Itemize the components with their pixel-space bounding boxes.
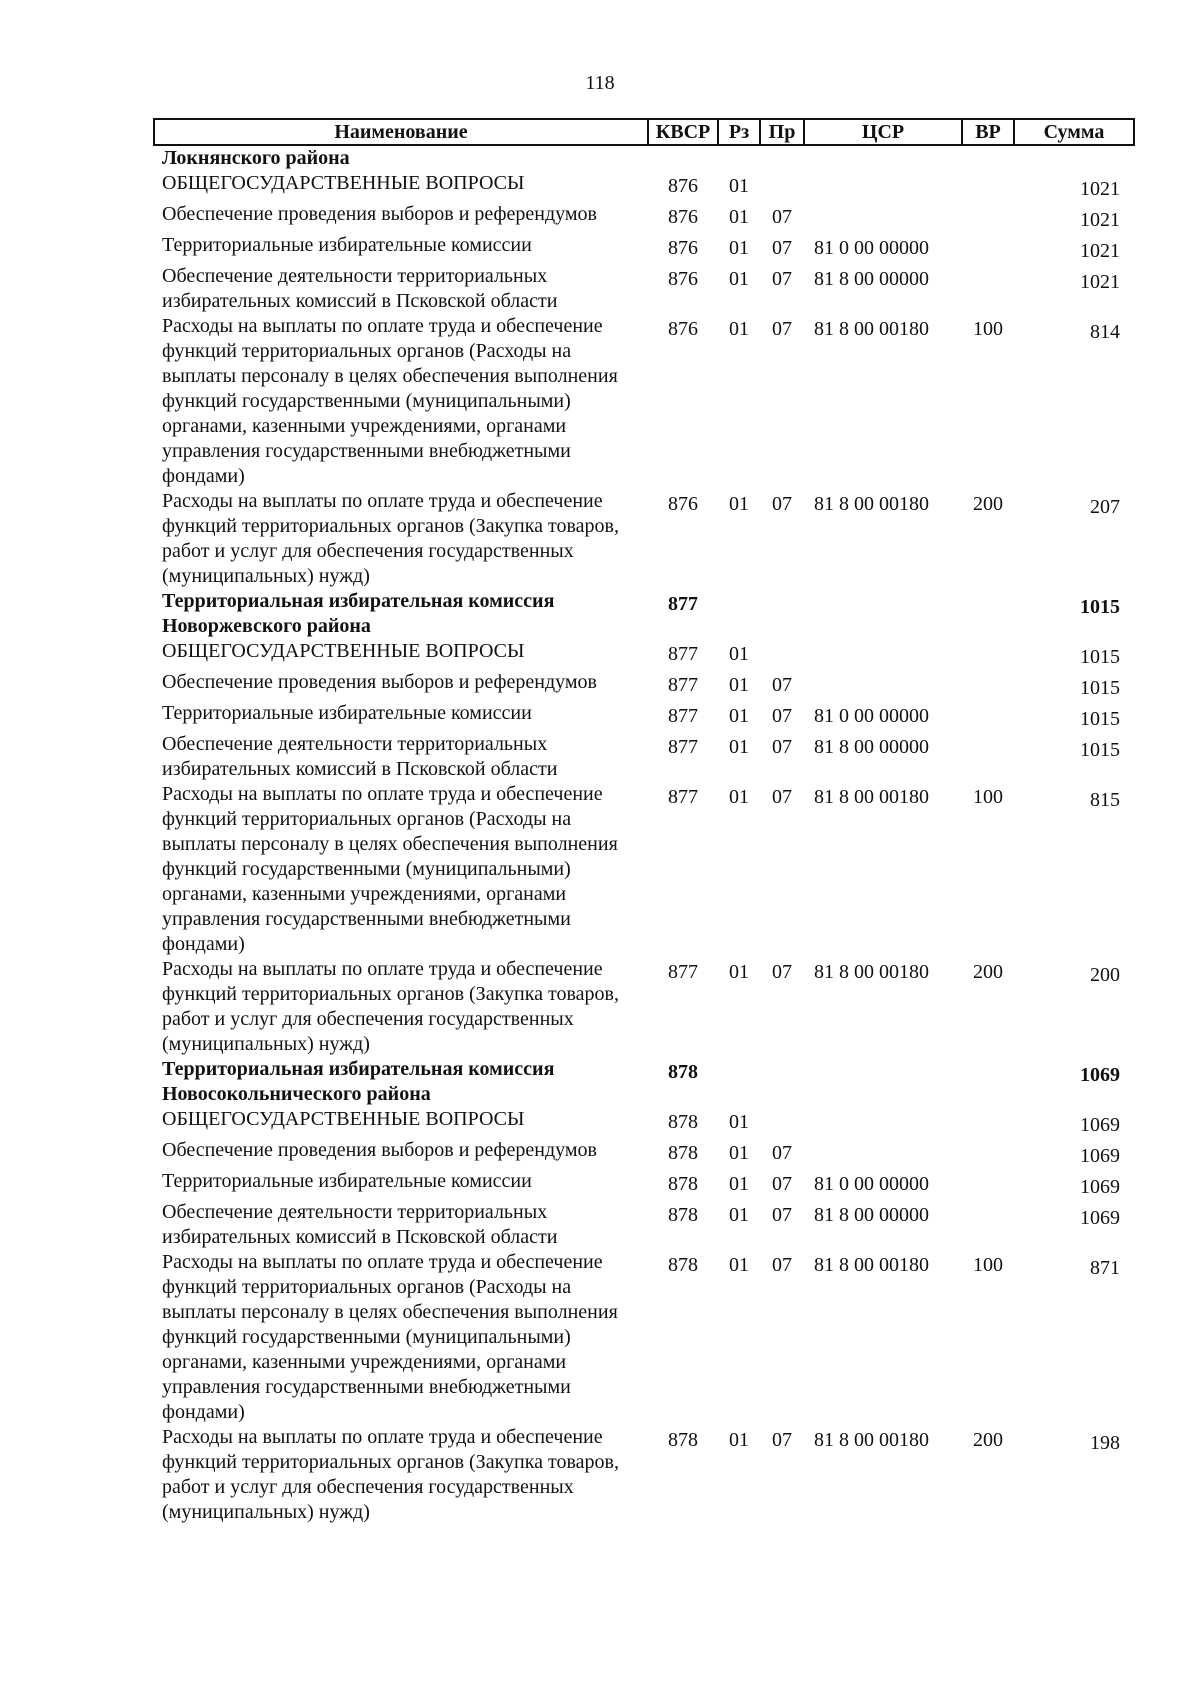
cell-vr bbox=[962, 1138, 1014, 1169]
cell-vr bbox=[962, 264, 1014, 314]
cell-rz: 01 bbox=[729, 786, 749, 808]
table-row bbox=[154, 1169, 1134, 1200]
cell-name: Обеспечение проведения выборов и референдумов bbox=[162, 1139, 597, 1161]
cell-sum: 815 bbox=[1090, 789, 1120, 811]
cell-csr: 81 8 00 00180 bbox=[814, 1254, 929, 1276]
cell-pr: 07 bbox=[772, 318, 792, 340]
cell-pr: 07 bbox=[772, 1173, 792, 1195]
cell-vr bbox=[962, 1200, 1014, 1250]
cell-pr: 07 bbox=[772, 493, 792, 515]
table-row bbox=[154, 732, 1134, 782]
cell-name: Обеспечение деятельности территориальных избирательных комиссий в Псковской области bbox=[162, 733, 558, 780]
cell-rz: 01 bbox=[729, 175, 749, 197]
cell-sum: 1021 bbox=[1080, 240, 1120, 262]
table-row bbox=[154, 670, 1134, 701]
cell-vr bbox=[962, 171, 1014, 202]
cell-csr bbox=[804, 145, 962, 171]
cell-rz: 01 bbox=[729, 1111, 749, 1133]
column-header-pr: Пр bbox=[760, 119, 804, 145]
cell-rz: 01 bbox=[729, 1173, 749, 1195]
page-number: 118 bbox=[585, 72, 615, 94]
table-row bbox=[154, 589, 1134, 639]
cell-sum: 1069 bbox=[1080, 1176, 1120, 1198]
cell-csr: 81 8 00 00000 bbox=[814, 736, 929, 758]
cell-sum: 1015 bbox=[1080, 596, 1120, 618]
cell-csr bbox=[804, 639, 962, 670]
cell-kvsr: 878 bbox=[668, 1204, 698, 1226]
cell-csr: 81 0 00 00000 bbox=[814, 1173, 929, 1195]
cell-rz: 01 bbox=[729, 961, 749, 983]
cell-name: Расходы на выплаты по оплате труда и обеспечение функций территориальных органов (Закупка товаров, работ и услуг для обеспечения государственных (муниципальных) нужд) bbox=[162, 490, 619, 587]
cell-vr bbox=[962, 701, 1014, 732]
table-row bbox=[154, 1200, 1134, 1250]
cell-name: Расходы на выплаты по оплате труда и обеспечение функций территориальных органов (Закупка товаров, работ и услуг для обеспечения государственных (муниципальных) нужд) bbox=[162, 958, 619, 1055]
cell-kvsr: 877 bbox=[668, 643, 698, 665]
cell-pr: 07 bbox=[772, 674, 792, 696]
cell-rz bbox=[718, 145, 760, 171]
table-row bbox=[154, 233, 1134, 264]
cell-name: Расходы на выплаты по оплате труда и обеспечение функций территориальных органов (Расходы на выплаты персоналу в целях обеспечения выполнения функций государственными (муниципальными) органами, казенными учреждениями, органами управления государственными внебюджетными фондами) bbox=[162, 1251, 618, 1423]
cell-csr bbox=[804, 589, 962, 639]
cell-kvsr: 878 bbox=[668, 1111, 698, 1133]
cell-name: Обеспечение проведения выборов и референдумов bbox=[162, 203, 597, 225]
cell-kvsr: 878 bbox=[668, 1429, 698, 1451]
cell-kvsr: 877 bbox=[668, 736, 698, 758]
cell-sum: 814 bbox=[1090, 321, 1120, 343]
cell-pr: 07 bbox=[772, 786, 792, 808]
cell-kvsr: 876 bbox=[668, 268, 698, 290]
cell-kvsr: 877 bbox=[668, 786, 698, 808]
cell-pr: 07 bbox=[772, 736, 792, 758]
cell-kvsr: 878 bbox=[668, 1254, 698, 1276]
cell-name: Обеспечение деятельности территориальных избирательных комиссий в Псковской области bbox=[162, 1201, 558, 1248]
cell-rz: 01 bbox=[729, 1254, 749, 1276]
cell-pr: 07 bbox=[772, 1254, 792, 1276]
cell-vr bbox=[962, 202, 1014, 233]
cell-pr: 07 bbox=[772, 1429, 792, 1451]
table-row bbox=[154, 1138, 1134, 1169]
cell-kvsr: 876 bbox=[668, 175, 698, 197]
cell-rz: 01 bbox=[729, 1142, 749, 1164]
cell-vr bbox=[962, 1057, 1014, 1107]
cell-pr: 07 bbox=[772, 268, 792, 290]
cell-kvsr: 877 bbox=[668, 961, 698, 983]
cell-name: Территориальные избирательные комиссии bbox=[162, 702, 532, 724]
table-row bbox=[154, 145, 1134, 171]
cell-kvsr: 878 bbox=[668, 1173, 698, 1195]
cell-sum: 1069 bbox=[1080, 1114, 1120, 1136]
cell-rz: 01 bbox=[729, 206, 749, 228]
table-row bbox=[154, 171, 1134, 202]
cell-sum: 207 bbox=[1090, 496, 1120, 518]
cell-csr bbox=[804, 171, 962, 202]
cell-csr bbox=[804, 1107, 962, 1138]
cell-pr bbox=[760, 639, 804, 670]
cell-sum: 198 bbox=[1090, 1432, 1120, 1454]
cell-name: Территориальная избирательная комиссия Новосокольнического района bbox=[162, 1058, 555, 1105]
cell-kvsr: 876 bbox=[668, 206, 698, 228]
cell-csr bbox=[804, 202, 962, 233]
cell-name: ОБЩЕГОСУДАРСТВЕННЫЕ ВОПРОСЫ bbox=[162, 640, 525, 662]
cell-name: Расходы на выплаты по оплате труда и обеспечение функций территориальных органов (Закупка товаров, работ и услуг для обеспечения государственных (муниципальных) нужд) bbox=[162, 1426, 619, 1523]
cell-name: ОБЩЕГОСУДАРСТВЕННЫЕ ВОПРОСЫ bbox=[162, 1108, 525, 1130]
cell-vr bbox=[962, 589, 1014, 639]
column-header-name: Наименование bbox=[154, 119, 648, 145]
cell-pr: 07 bbox=[772, 206, 792, 228]
cell-vr bbox=[962, 670, 1014, 701]
cell-name: Обеспечение деятельности территориальных избирательных комиссий в Псковской области bbox=[162, 265, 558, 312]
column-header-rz: Рз bbox=[718, 119, 760, 145]
cell-kvsr: 877 bbox=[668, 593, 698, 615]
table-row bbox=[154, 202, 1134, 233]
table-body bbox=[154, 145, 1134, 1525]
cell-kvsr: 877 bbox=[668, 674, 698, 696]
cell-sum: 1015 bbox=[1080, 739, 1120, 761]
cell-kvsr: 876 bbox=[668, 318, 698, 340]
table-header-row bbox=[154, 119, 1134, 145]
cell-sum: 1021 bbox=[1080, 271, 1120, 293]
cell-pr: 07 bbox=[772, 961, 792, 983]
cell-rz: 01 bbox=[729, 268, 749, 290]
cell-sum: 1015 bbox=[1080, 677, 1120, 699]
cell-csr: 81 8 00 00180 bbox=[814, 786, 929, 808]
cell-name: Расходы на выплаты по оплате труда и обеспечение функций территориальных органов (Расходы на выплаты персоналу в целях обеспечения выполнения функций государственными (муниципальными) органами, казенными учреждениями, органами управления государственными внебюджетными фондами) bbox=[162, 783, 618, 955]
cell-vr bbox=[962, 1107, 1014, 1138]
column-header-sum: Сумма bbox=[1014, 119, 1134, 145]
cell-name: Территориальные избирательные комиссии bbox=[162, 234, 532, 256]
cell-sum: 1069 bbox=[1080, 1145, 1120, 1167]
cell-vr: 200 bbox=[973, 1429, 1003, 1451]
cell-csr: 81 8 00 00180 bbox=[814, 961, 929, 983]
cell-rz: 01 bbox=[729, 1429, 749, 1451]
cell-name: Обеспечение проведения выборов и референдумов bbox=[162, 671, 597, 693]
cell-kvsr bbox=[648, 145, 718, 171]
cell-name: Расходы на выплаты по оплате труда и обеспечение функций территориальных органов (Расходы на выплаты персоналу в целях обеспечения выполнения функций государственными (муниципальными) органами, казенными учреждениями, органами управления государственными внебюджетными фондами) bbox=[162, 315, 618, 487]
cell-pr: 07 bbox=[772, 1204, 792, 1226]
table-row bbox=[154, 489, 1134, 589]
column-header-vr: ВР bbox=[962, 119, 1014, 145]
cell-sum: 1069 bbox=[1080, 1064, 1120, 1086]
cell-pr bbox=[760, 1107, 804, 1138]
cell-kvsr: 878 bbox=[668, 1061, 698, 1083]
cell-rz: 01 bbox=[729, 674, 749, 696]
cell-csr: 81 8 00 00180 bbox=[814, 318, 929, 340]
table-row bbox=[154, 701, 1134, 732]
table-row bbox=[154, 1250, 1134, 1425]
cell-pr: 07 bbox=[772, 1142, 792, 1164]
cell-rz: 01 bbox=[729, 705, 749, 727]
cell-vr: 100 bbox=[973, 786, 1003, 808]
cell-csr bbox=[804, 1057, 962, 1107]
cell-csr bbox=[804, 1138, 962, 1169]
cell-name: Территориальные избирательные комиссии bbox=[162, 1170, 532, 1192]
cell-csr: 81 8 00 00000 bbox=[814, 1204, 929, 1226]
column-header-kvsr: КВСР bbox=[648, 119, 718, 145]
cell-rz: 01 bbox=[729, 1204, 749, 1226]
cell-sum: 1021 bbox=[1080, 209, 1120, 231]
cell-vr bbox=[962, 145, 1014, 171]
cell-vr: 100 bbox=[973, 318, 1003, 340]
cell-rz bbox=[718, 1057, 760, 1107]
table-row bbox=[154, 264, 1134, 314]
cell-sum: 200 bbox=[1090, 964, 1120, 986]
table-row bbox=[154, 957, 1134, 1057]
table-row bbox=[154, 782, 1134, 957]
cell-name: Территориальная избирательная комиссия Новоржевского района bbox=[162, 590, 555, 637]
cell-pr bbox=[760, 589, 804, 639]
cell-vr: 200 bbox=[973, 961, 1003, 983]
cell-rz: 01 bbox=[729, 643, 749, 665]
cell-sum: 1015 bbox=[1080, 646, 1120, 668]
cell-name: Локнянского района bbox=[162, 147, 350, 169]
cell-pr bbox=[760, 1057, 804, 1107]
table-row bbox=[154, 314, 1134, 489]
cell-kvsr: 878 bbox=[668, 1142, 698, 1164]
cell-sum: 871 bbox=[1090, 1257, 1120, 1279]
cell-pr: 07 bbox=[772, 237, 792, 259]
cell-vr bbox=[962, 732, 1014, 782]
cell-sum: 1021 bbox=[1080, 178, 1120, 200]
cell-csr: 81 8 00 00180 bbox=[814, 493, 929, 515]
cell-csr bbox=[804, 670, 962, 701]
cell-pr bbox=[760, 171, 804, 202]
cell-csr: 81 8 00 00000 bbox=[814, 268, 929, 290]
cell-sum: 1069 bbox=[1080, 1207, 1120, 1229]
cell-sum: 1015 bbox=[1080, 708, 1120, 730]
table-row bbox=[154, 639, 1134, 670]
cell-name: ОБЩЕГОСУДАРСТВЕННЫЕ ВОПРОСЫ bbox=[162, 172, 525, 194]
cell-rz: 01 bbox=[729, 736, 749, 758]
column-header-csr: ЦСР bbox=[804, 119, 962, 145]
table-row bbox=[154, 1057, 1134, 1107]
cell-rz: 01 bbox=[729, 318, 749, 340]
table-row bbox=[154, 1107, 1134, 1138]
table-row bbox=[154, 1425, 1134, 1525]
cell-rz: 01 bbox=[729, 237, 749, 259]
cell-sum bbox=[1014, 145, 1134, 171]
cell-pr bbox=[760, 145, 804, 171]
cell-rz bbox=[718, 589, 760, 639]
cell-vr: 200 bbox=[973, 493, 1003, 515]
cell-csr: 81 0 00 00000 bbox=[814, 705, 929, 727]
cell-csr: 81 8 00 00180 bbox=[814, 1429, 929, 1451]
cell-kvsr: 877 bbox=[668, 705, 698, 727]
cell-vr bbox=[962, 639, 1014, 670]
cell-kvsr: 876 bbox=[668, 493, 698, 515]
cell-vr bbox=[962, 1169, 1014, 1200]
cell-vr: 100 bbox=[973, 1254, 1003, 1276]
cell-csr: 81 0 00 00000 bbox=[814, 237, 929, 259]
cell-pr: 07 bbox=[772, 705, 792, 727]
cell-rz: 01 bbox=[729, 493, 749, 515]
cell-vr bbox=[962, 233, 1014, 264]
budget-table bbox=[153, 118, 1135, 1525]
cell-kvsr: 876 bbox=[668, 237, 698, 259]
